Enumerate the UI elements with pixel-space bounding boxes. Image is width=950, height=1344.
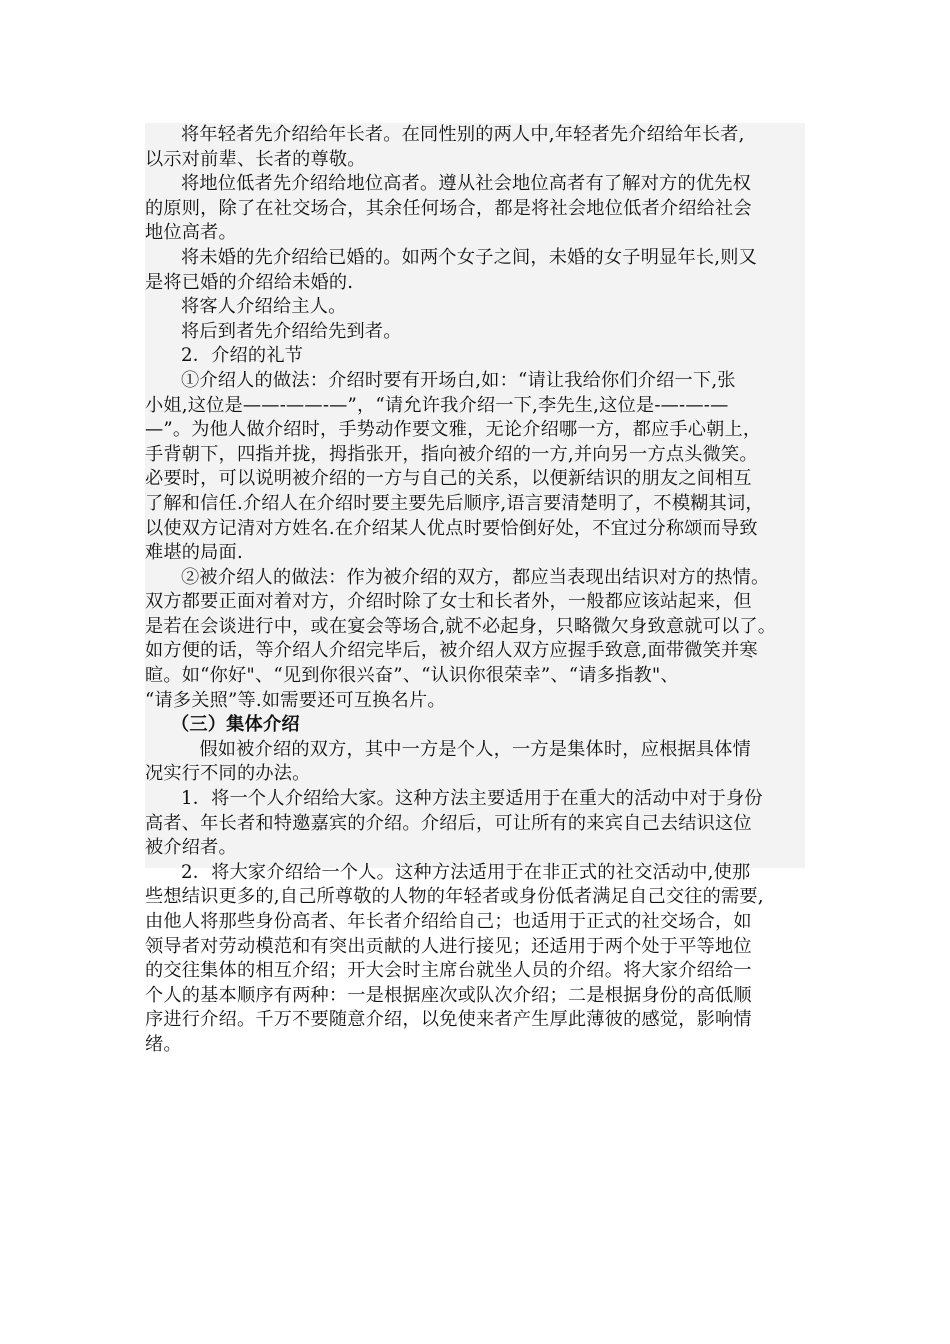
text-line: “请多关照”等.如需要还可互换名片。 — [145, 689, 446, 711]
section-heading-bold: （三）集体介绍 — [171, 714, 300, 736]
text-line: 的原则，除了在社交场合，其余任何场合，都是将社会地位低者介绍给社会 — [145, 197, 752, 219]
text-line: 由他人将那些身份高者、年长者介绍给自己；也适用于正式的社交场合，如 — [145, 911, 752, 932]
text-line: ①介绍人的做法：介绍时要有开场白,如：“请让我给你们介绍一下,张 — [181, 369, 736, 391]
section-heading: 2．介绍的礼节 — [181, 345, 304, 367]
text-line: 必要时，可以说明被介绍的一方与自己的关系，以便新结识的朋友之间相互 — [145, 468, 752, 490]
text-line: 领导者对劳动模范和有突出贡献的人进行接见；还适用于两个处于平等地位 — [145, 935, 752, 957]
document-body — [145, 123, 817, 1058]
text-line: —”。为他人做介绍时，手势动作要文雅，无论介绍哪一方，都应手心朝上， — [145, 419, 762, 441]
text-line: 假如被介绍的双方，其中一方是个人，一方是集体时，应根据具体情 — [181, 738, 752, 760]
text-line: 将未婚的先介绍给已婚的。如两个女子之间，未婚的女子明显年长,则又 — [181, 246, 757, 268]
text-line: 的交往集体的相互介绍；开大会时主席台就坐人员的介绍。将大家介绍给一 — [145, 960, 752, 982]
text-line: 如方便的话，等介绍人介绍完毕后，被介绍人双方应握手致意,面带微笑并寒 — [145, 640, 758, 662]
text-line: 了解和信任.介绍人在介绍时要主要先后顺序,语言要清楚明了，不模糊其词， — [145, 492, 764, 514]
text-line: 手背朝下，四指并拢，拇指张开，指向被介绍的一方,并向另一方点头微笑。 — [145, 443, 758, 465]
text-line: 将客人介绍给主人。 — [181, 296, 347, 318]
text-line: 暄。如“你好"、“见到你很兴奋”、“认识你很荣幸”、“请多指教"、 — [145, 665, 679, 687]
text-line: 小姐,这位是——-——-—”，“请允许我介绍一下,李先生,这位是-—-—-— — [145, 394, 729, 416]
text-line: 将后到者先介绍给先到者。 — [181, 320, 402, 342]
text-line: 序进行介绍。千万不要随意介绍，以免使来者产生厚此薄彼的感觉，影响情 — [145, 1009, 752, 1031]
text-line: ②被介绍人的做法：作为被介绍的双方，都应当表现出结识对方的热情。 — [181, 566, 770, 588]
text-line: 是将已婚的介绍给未婚的. — [145, 271, 354, 293]
text-line: 双方都要正面对着对方，介绍时除了女士和长者外，一般都应该站起来，但 — [145, 591, 752, 613]
text-line: 以使双方记清对方姓名.在介绍某人优点时要恰倒好处，不宜过分称颂而导致 — [145, 517, 758, 539]
text-line: 高者、年长者和特邀嘉宾的介绍。介绍后，可让所有的来宾自己去结识这位 — [145, 812, 752, 834]
text-line: 绪。 — [145, 1033, 182, 1055]
text-line: 以示对前辈、长者的尊敬。 — [145, 148, 366, 170]
text-line: 个人的基本顺序有两种：一是根据座次或队次介绍；二是根据身份的高低顺 — [145, 984, 752, 1006]
text-line: 将地位低者先介绍给地位高者。遵从社会地位高者有了解对方的优先权 — [181, 173, 752, 195]
text-line: 些想结识更多的,自己所尊敬的人物的年轻者或身份低者满足自己交往的需要, — [145, 886, 764, 908]
text-line: 况实行不同的办法。 — [145, 763, 311, 785]
text-line: 将年轻者先介绍给年长者。在同性别的两人中,年轻者先介绍给年长者, — [181, 124, 745, 145]
text-line: 是若在会谈进行中，或在宴会等场合,就不必起身，只略微欠身致意就可以了。 — [145, 615, 777, 637]
text-line: 1．将一个人介绍给大家。这种方法主要适用于在重大的活动中对于身份 — [181, 788, 763, 810]
text-line: 2．将大家介绍给一个人。这种方法适用于在非正式的社交活动中,使那 — [181, 861, 751, 883]
text-line: 难堪的局面. — [145, 542, 243, 564]
text-line: 被介绍者。 — [145, 837, 237, 859]
text-line: 地位高者。 — [145, 222, 237, 244]
